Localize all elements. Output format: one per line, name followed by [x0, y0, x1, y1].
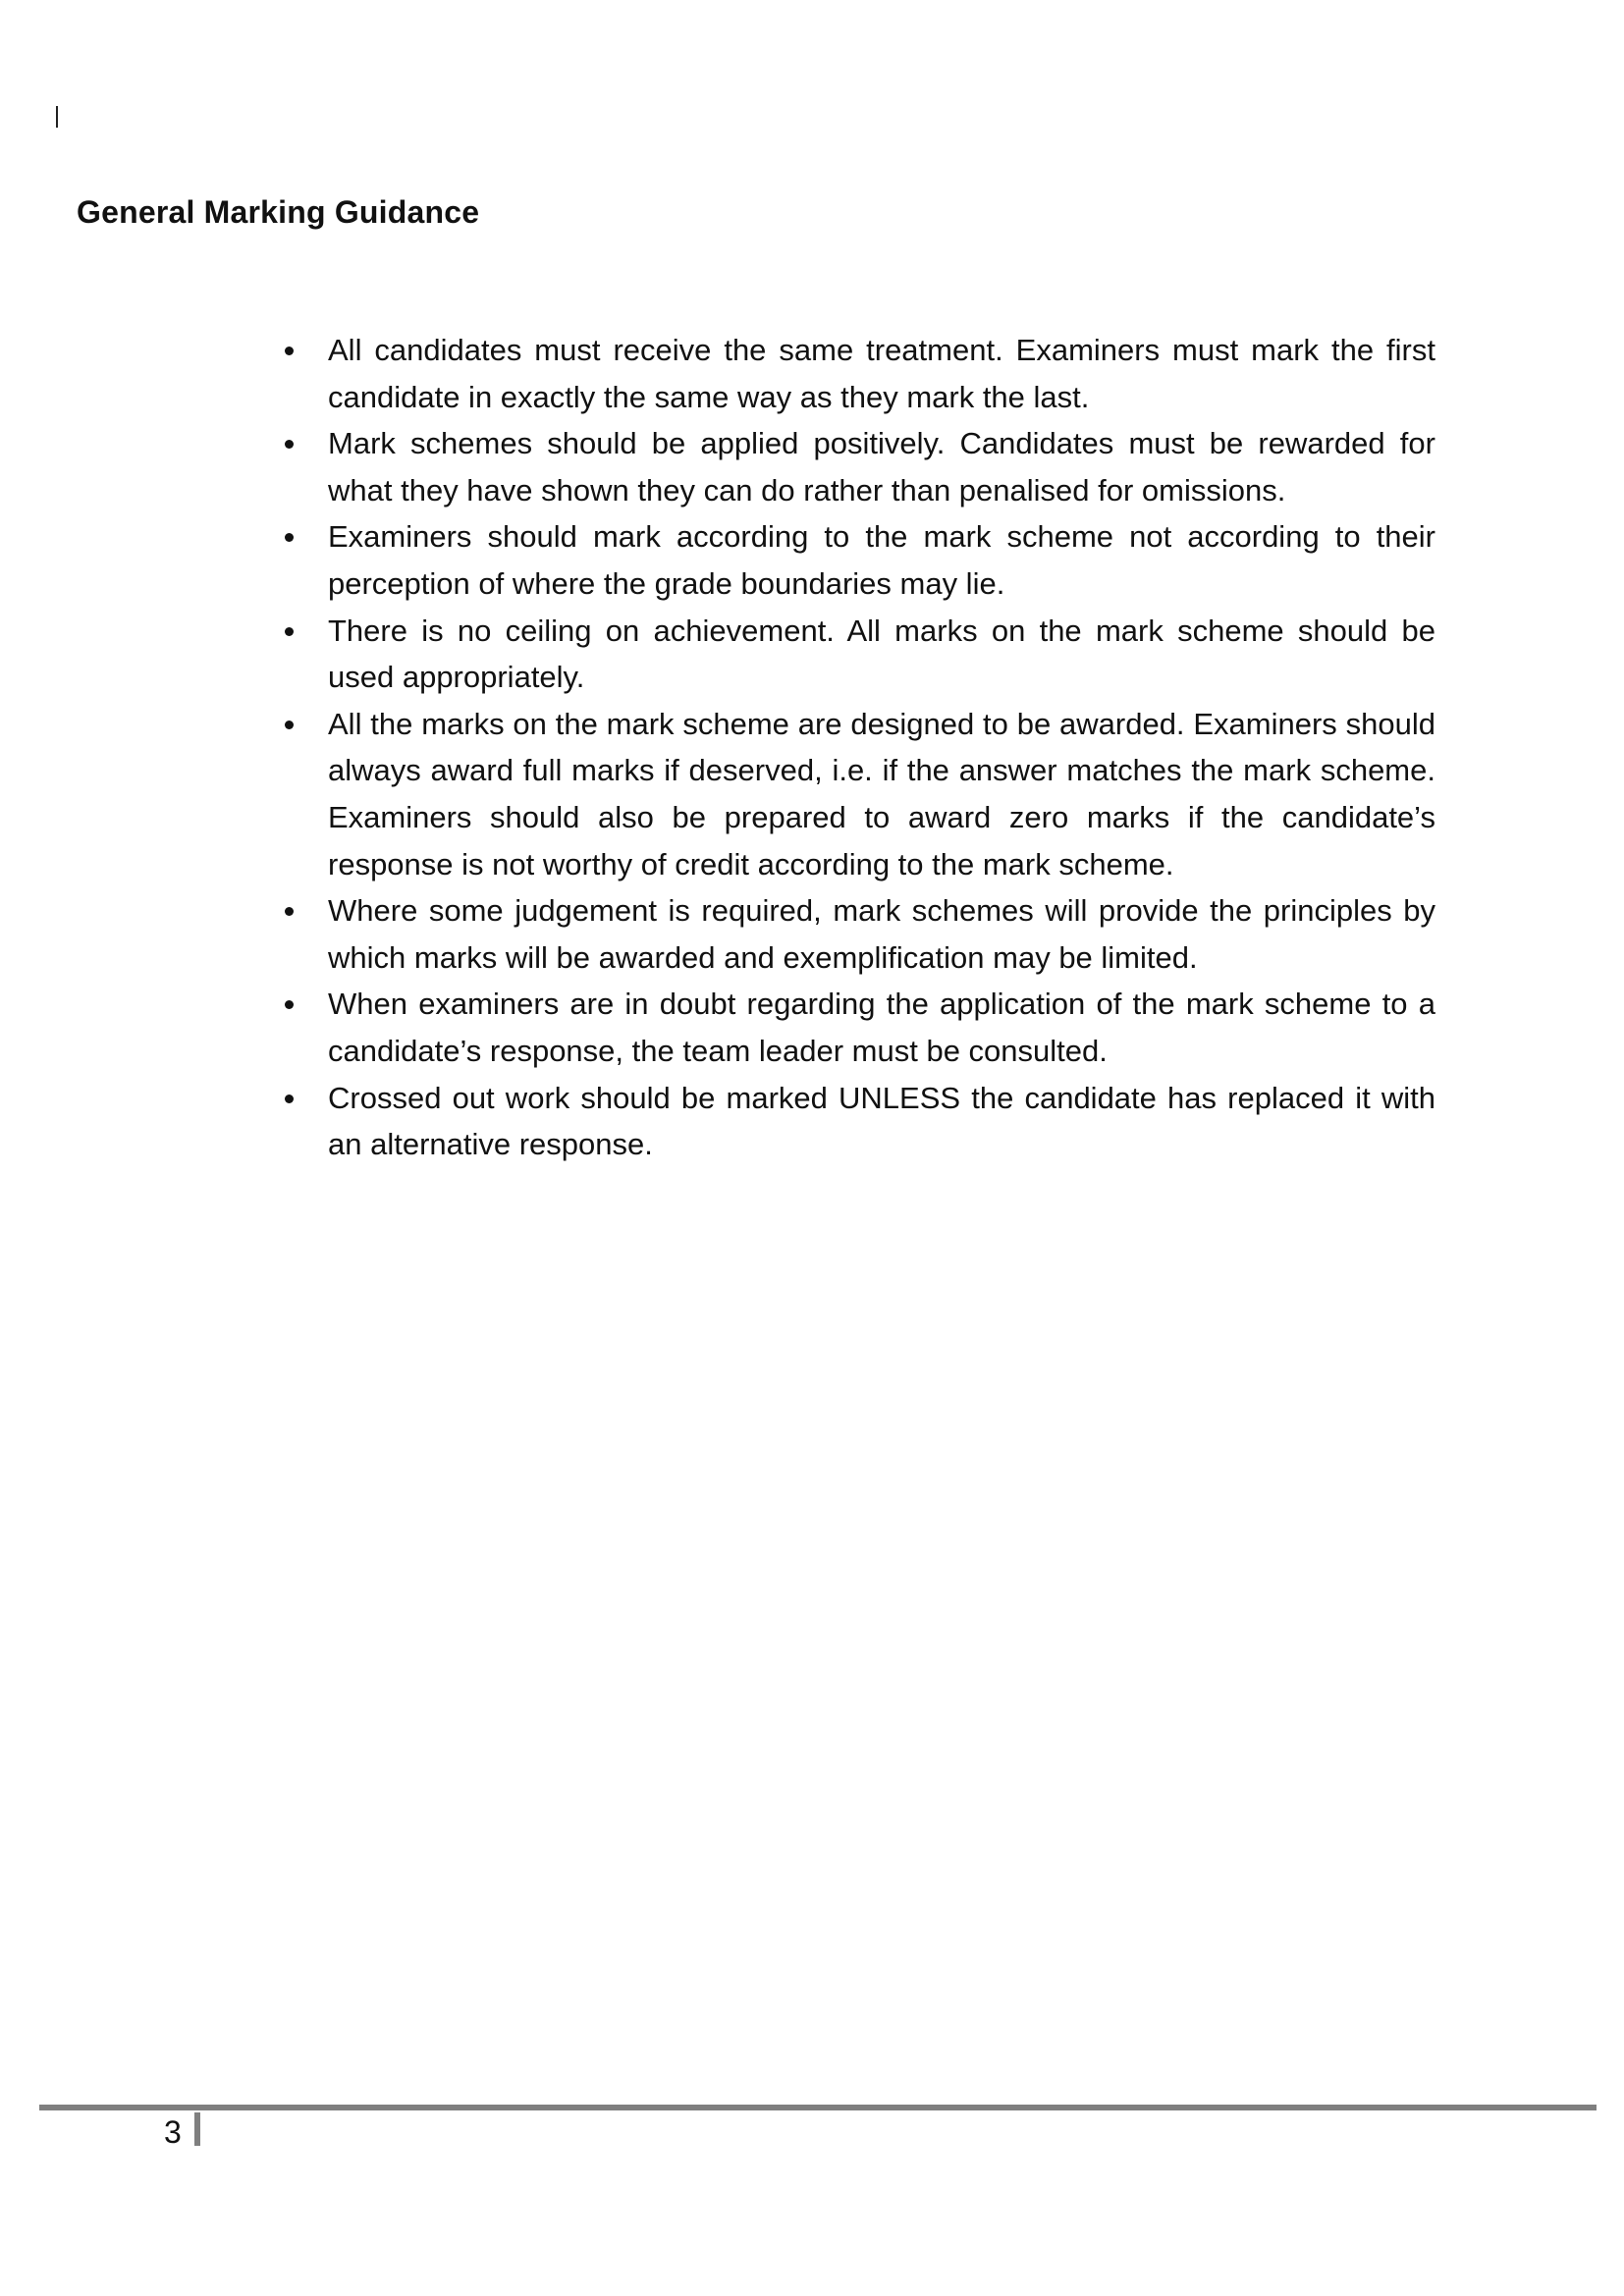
guidance-item: [281, 513, 1435, 607]
bullet-icon: [285, 347, 294, 355]
guidance-item: [281, 887, 1435, 981]
bullet-icon: [285, 533, 294, 542]
guidance-item: [281, 327, 1435, 420]
corner-mark: [56, 106, 58, 128]
bullet-icon: [285, 1095, 294, 1103]
guidance-item-text: Where some judgement is required, mark schemes will provide the principles by which marks will be awarded and exemplification may be limited.: [328, 893, 1435, 975]
guidance-item-text: Mark schemes should be applied positively. Candidates must be rewarded for what they have shown they can do rather than penalised for omissions.: [328, 426, 1435, 507]
page-title: General Marking Guidance: [77, 194, 480, 230]
page-number: 3: [164, 2114, 182, 2150]
bullet-icon: [285, 440, 294, 449]
bullet-icon: [285, 721, 294, 729]
guidance-item-text: All candidates must receive the same treatment. Examiners must mark the first candidate in exactly the same way as they mark the last.: [328, 333, 1435, 414]
bullet-icon: [285, 1000, 294, 1009]
guidance-item: [281, 608, 1435, 701]
guidance-item: [281, 701, 1435, 887]
guidance-item-text: Examiners should mark according to the mark scheme not according to their perception of where the grade boundaries may lie.: [328, 519, 1435, 601]
footer-rule: [39, 2105, 1597, 2110]
footer-divider: [194, 2112, 200, 2146]
guidance-list: [281, 327, 1435, 1168]
guidance-item-text: Crossed out work should be marked UNLESS the candidate has replaced it with an alternative response.: [328, 1080, 1435, 1162]
guidance-item: [281, 1075, 1435, 1168]
guidance-item: [281, 420, 1435, 513]
bullet-icon: [285, 907, 294, 916]
guidance-item-text: All the marks on the mark scheme are designed to be awarded. Examiners should always award full marks if deserved, i.e. if the answer matches the mark scheme. Examiners should also be prepared to award zero marks if the candidate’s response is not worthy of credit according to the mark scheme.: [328, 706, 1435, 881]
bullet-icon: [285, 627, 294, 636]
guidance-item: [281, 981, 1435, 1074]
guidance-item-text: There is no ceiling on achievement. All marks on the mark scheme should be used appropriately.: [328, 613, 1435, 695]
guidance-item-text: When examiners are in doubt regarding the application of the mark scheme to a candidate’s response, the team leader must be consulted.: [328, 987, 1435, 1068]
